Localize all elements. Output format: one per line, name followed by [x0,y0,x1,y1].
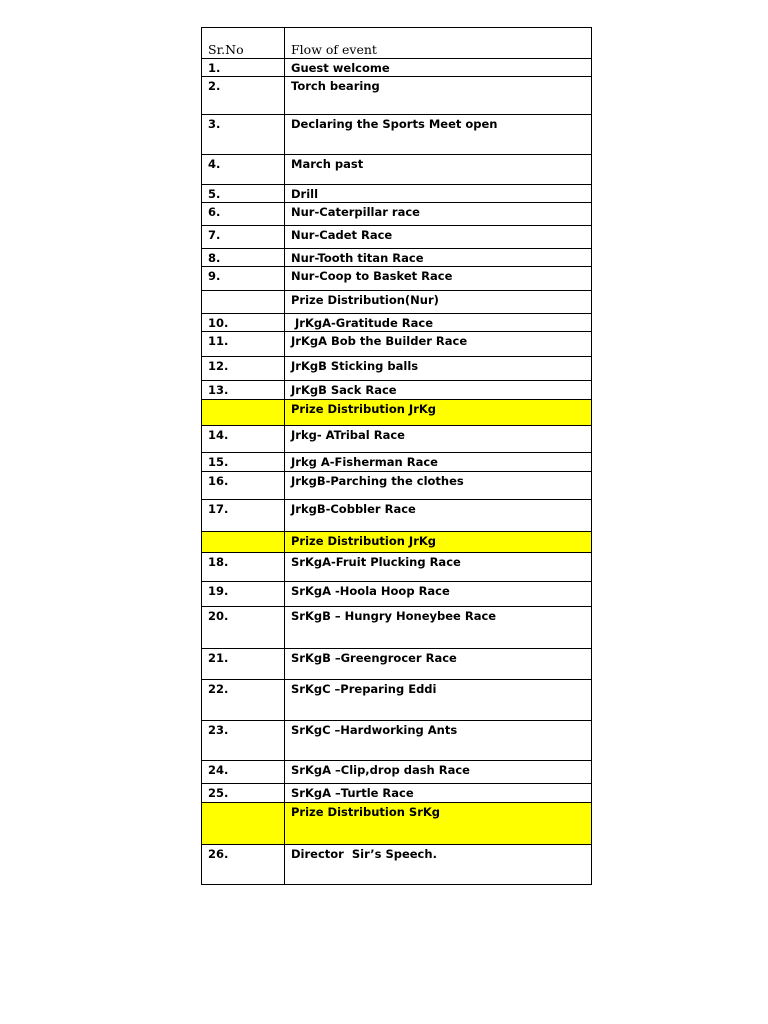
sr-no-cell [202,721,285,761]
table-row [202,500,592,532]
event-text: Jrkg A-Fisherman Race [291,455,438,469]
table-row [202,472,592,500]
sr-no-cell [202,357,285,381]
sr-no-text: 19. [208,584,229,598]
event-cell [285,582,592,607]
event-cell [285,721,592,761]
event-cell [285,185,592,203]
table-row [202,607,592,649]
sr-no-cell [202,155,285,185]
table-row [202,803,592,845]
event-cell [285,803,592,845]
table-row [202,453,592,472]
event-cell [285,680,592,721]
sr-no-text: 4. [208,157,221,171]
sr-no-cell [202,453,285,472]
sr-no-cell [202,582,285,607]
sr-no-cell [202,249,285,267]
sr-no-text: 7. [208,228,221,242]
table-row [202,582,592,607]
table-row [202,291,592,314]
table-row [202,267,592,291]
event-text: Nur-Caterpillar race [291,205,420,219]
sr-no-text: 17. [208,502,229,516]
sr-no-cell [202,680,285,721]
table-row [202,784,592,803]
sr-no-cell [202,381,285,400]
sr-no-cell [202,761,285,784]
event-cell [285,226,592,249]
table-row [202,532,592,553]
sr-no-text: 8. [208,251,221,265]
sr-no-cell [202,607,285,649]
table-row [202,721,592,761]
event-text: Drill [291,187,319,201]
sr-no-text: 25. [208,786,229,800]
sr-no-text [202,803,284,805]
event-text: SrKgB – Hungry Honeybee Race [291,609,497,623]
sr-no-text: 26. [208,847,229,861]
sr-no-cell [202,553,285,582]
sr-no-text: 24. [208,763,229,777]
event-cell [285,845,592,885]
event-text: JrKgA-Gratitude Race [291,316,434,330]
table-row [202,185,592,203]
event-text: Nur-Tooth titan Race [291,251,424,265]
sr-no-cell [202,314,285,332]
sr-no-cell [202,649,285,680]
sr-no-text: 22. [208,682,229,696]
header-flow-of-event: Flow of event [285,28,592,59]
sr-no-cell [202,332,285,357]
sr-no-text [202,291,284,293]
sr-no-cell [202,115,285,155]
event-schedule-table [201,27,592,885]
event-cell [285,761,592,784]
event-text: SrKgA -Hoola Hoop Race [291,584,450,598]
table-row [202,649,592,680]
sr-no-text: 12. [208,359,229,373]
sr-no-text: 18. [208,555,229,569]
event-text: Torch bearing [291,79,380,93]
sr-no-text: 15. [208,455,229,469]
sr-no-cell [202,267,285,291]
event-cell [285,203,592,226]
event-text: Declaring the Sports Meet open [291,117,498,131]
sr-no-cell [202,532,285,553]
event-cell [285,426,592,453]
table-row [202,226,592,249]
sr-no-text [202,400,284,402]
sr-no-cell [202,400,285,426]
sr-no-text: 13. [208,383,229,397]
event-cell [285,784,592,803]
table-row [202,332,592,357]
sr-no-cell [202,77,285,115]
sr-no-text: 20. [208,609,229,623]
table-row [202,680,592,721]
sr-no-text: 11. [208,334,229,348]
event-cell [285,357,592,381]
table-row [202,426,592,453]
event-text: SrKgA –Turtle Race [291,786,414,800]
event-text: Prize Distribution JrKg [291,402,437,416]
table-row [202,761,592,784]
event-text: Guest welcome [291,61,390,75]
event-text: Prize Distribution JrKg [291,534,437,548]
event-text: Jrkg- ATribal Race [291,428,405,442]
event-cell [285,115,592,155]
event-cell [285,332,592,357]
event-text: SrKgC –Hardworking Ants [291,723,458,737]
event-text: Director Sir’s Speech. [291,847,437,861]
table-row [202,115,592,155]
sr-no-cell [202,472,285,500]
table-row [202,357,592,381]
event-text: JrKgB Sack Race [291,383,397,397]
table-row [202,553,592,582]
sr-no-text: 9. [208,269,221,283]
event-text: Prize Distribution SrKg [291,805,441,819]
event-cell [285,249,592,267]
event-cell [285,291,592,314]
header-sr-no: Sr.No [202,28,285,59]
event-text: Prize Distribution(Nur) [291,293,439,307]
sr-no-text: 3. [208,117,221,131]
sr-no-text [202,532,284,534]
sr-no-cell [202,291,285,314]
event-cell [285,59,592,77]
event-text: Nur-Cadet Race [291,228,393,242]
event-text: SrKgA –Clip,drop dash Race [291,763,470,777]
event-text: SrKgC –Preparing Eddi [291,682,437,696]
event-cell [285,267,592,291]
event-cell [285,532,592,553]
event-cell [285,649,592,680]
event-text: JrkgB-Cobbler Race [291,502,416,516]
table-body [202,59,592,885]
event-cell [285,500,592,532]
sr-no-text: 14. [208,428,229,442]
event-text: SrKgB –Greengrocer Race [291,651,457,665]
sr-no-text: 5. [208,187,221,201]
event-text: March past [291,157,364,171]
event-cell [285,472,592,500]
table-row [202,59,592,77]
event-cell [285,314,592,332]
event-text: JrKgB Sticking balls [291,359,419,373]
sr-no-text: 10. [208,316,229,330]
table-row [202,77,592,115]
event-cell [285,155,592,185]
sr-no-text: 6. [208,205,221,219]
sr-no-cell [202,185,285,203]
table-row [202,381,592,400]
table-row [202,249,592,267]
event-cell [285,607,592,649]
table-header-row [202,28,592,59]
event-cell [285,400,592,426]
table-row [202,155,592,185]
sr-no-text: 2. [208,79,221,93]
sr-no-cell [202,500,285,532]
sr-no-cell [202,203,285,226]
sr-no-cell [202,226,285,249]
event-text: JrKgA Bob the Builder Race [291,334,468,348]
sr-no-cell [202,845,285,885]
table-row [202,845,592,885]
sr-no-text: 16. [208,474,229,488]
sr-no-cell [202,803,285,845]
event-text: Nur-Coop to Basket Race [291,269,453,283]
sr-no-cell [202,59,285,77]
sr-no-text: 23. [208,723,229,737]
table-row [202,314,592,332]
event-cell [285,381,592,400]
event-cell [285,553,592,582]
event-text: JrkgB-Parching the clothes [291,474,464,488]
sr-no-text: 1. [208,61,221,75]
table-row [202,203,592,226]
event-cell [285,453,592,472]
sr-no-cell [202,426,285,453]
table-row [202,400,592,426]
sr-no-cell [202,784,285,803]
event-cell [285,77,592,115]
sr-no-text: 21. [208,651,229,665]
event-text: SrKgA-Fruit Plucking Race [291,555,461,569]
